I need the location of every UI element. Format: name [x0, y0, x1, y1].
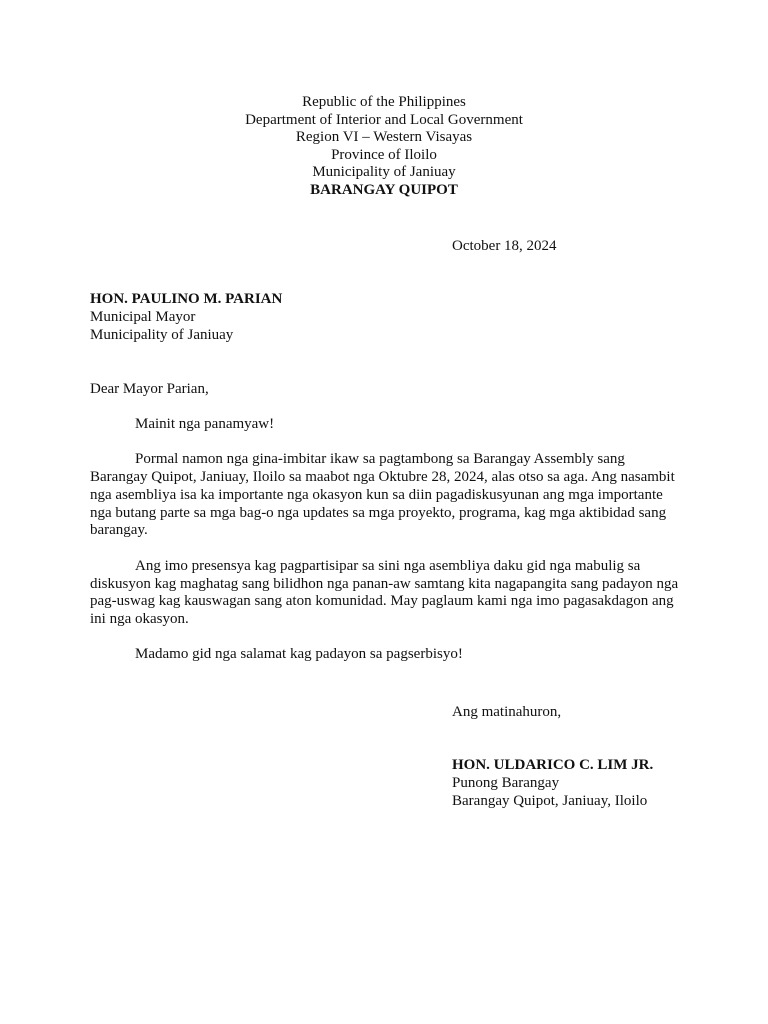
salutation: Dear Mayor Parian,: [90, 381, 209, 397]
letterhead: [0, 94, 768, 200]
body-paragraph-1: Pormal namon nga gina-imbitar ikaw sa pagtambong sa Barangay Assembly sang Barangay Quipot, Janiuay, Iloilo sa maabot nga Oktubre 28, 2024, alas otso sa aga. Ang nasambit nga asembliya isa ka importante nga okasyon kun sa diin pagadiskusyunan ang mga importante nga butang parte sa mga bag-o nga updates sa mga proyekto, programa, kag mga aktibidad sang barangay.: [90, 451, 675, 539]
recipient-office: Municipality of Janiuay: [90, 327, 234, 343]
letter-date: October 18, 2024: [452, 238, 557, 254]
letterhead-municipality: Municipality of Janiuay: [312, 164, 456, 181]
letterhead-region: Region VI – Western Visayas: [295, 129, 473, 146]
signatory-office: Barangay Quipot, Janiuay, Iloilo: [452, 793, 648, 809]
letterhead-department: Department of Interior and Local Government: [245, 111, 523, 128]
body-paragraph-2: Ang imo presensya kag pagpartisipar sa sini nga asembliya daku gid nga mabulig sa diskusyon kag maghatag sang bilidhon nga panan-aw samtang kita nagapangita sang padayon nga pag-uswag kag kauswagan sang aton komunidad. May paglaum kami nga imo pagasakdagon ang ini nga okasyon.: [90, 557, 679, 628]
letterhead-province: Province of Iloilo: [331, 146, 437, 163]
body-paragraph-3: Madamo gid nga salamat kag padayon sa pagserbisyo!: [135, 646, 463, 663]
letterhead-barangay: BARANGAY QUIPOT: [310, 181, 458, 198]
greeting-paragraph: Mainit nga panamyaw!: [135, 416, 275, 432]
signatory-block: [452, 756, 653, 810]
recipient-block: [90, 290, 282, 344]
signatory-name: HON. ULDARICO C. LIM JR.: [452, 757, 654, 773]
letterhead-republic: Republic of the Philippines: [302, 94, 466, 110]
recipient-title: Municipal Mayor: [90, 309, 196, 325]
recipient-name: HON. PAULINO M. PARIAN: [90, 291, 283, 307]
complimentary-close: Ang matinahuron,: [452, 704, 562, 720]
letter-body: [90, 416, 680, 682]
signatory-title: Punong Barangay: [452, 775, 560, 791]
